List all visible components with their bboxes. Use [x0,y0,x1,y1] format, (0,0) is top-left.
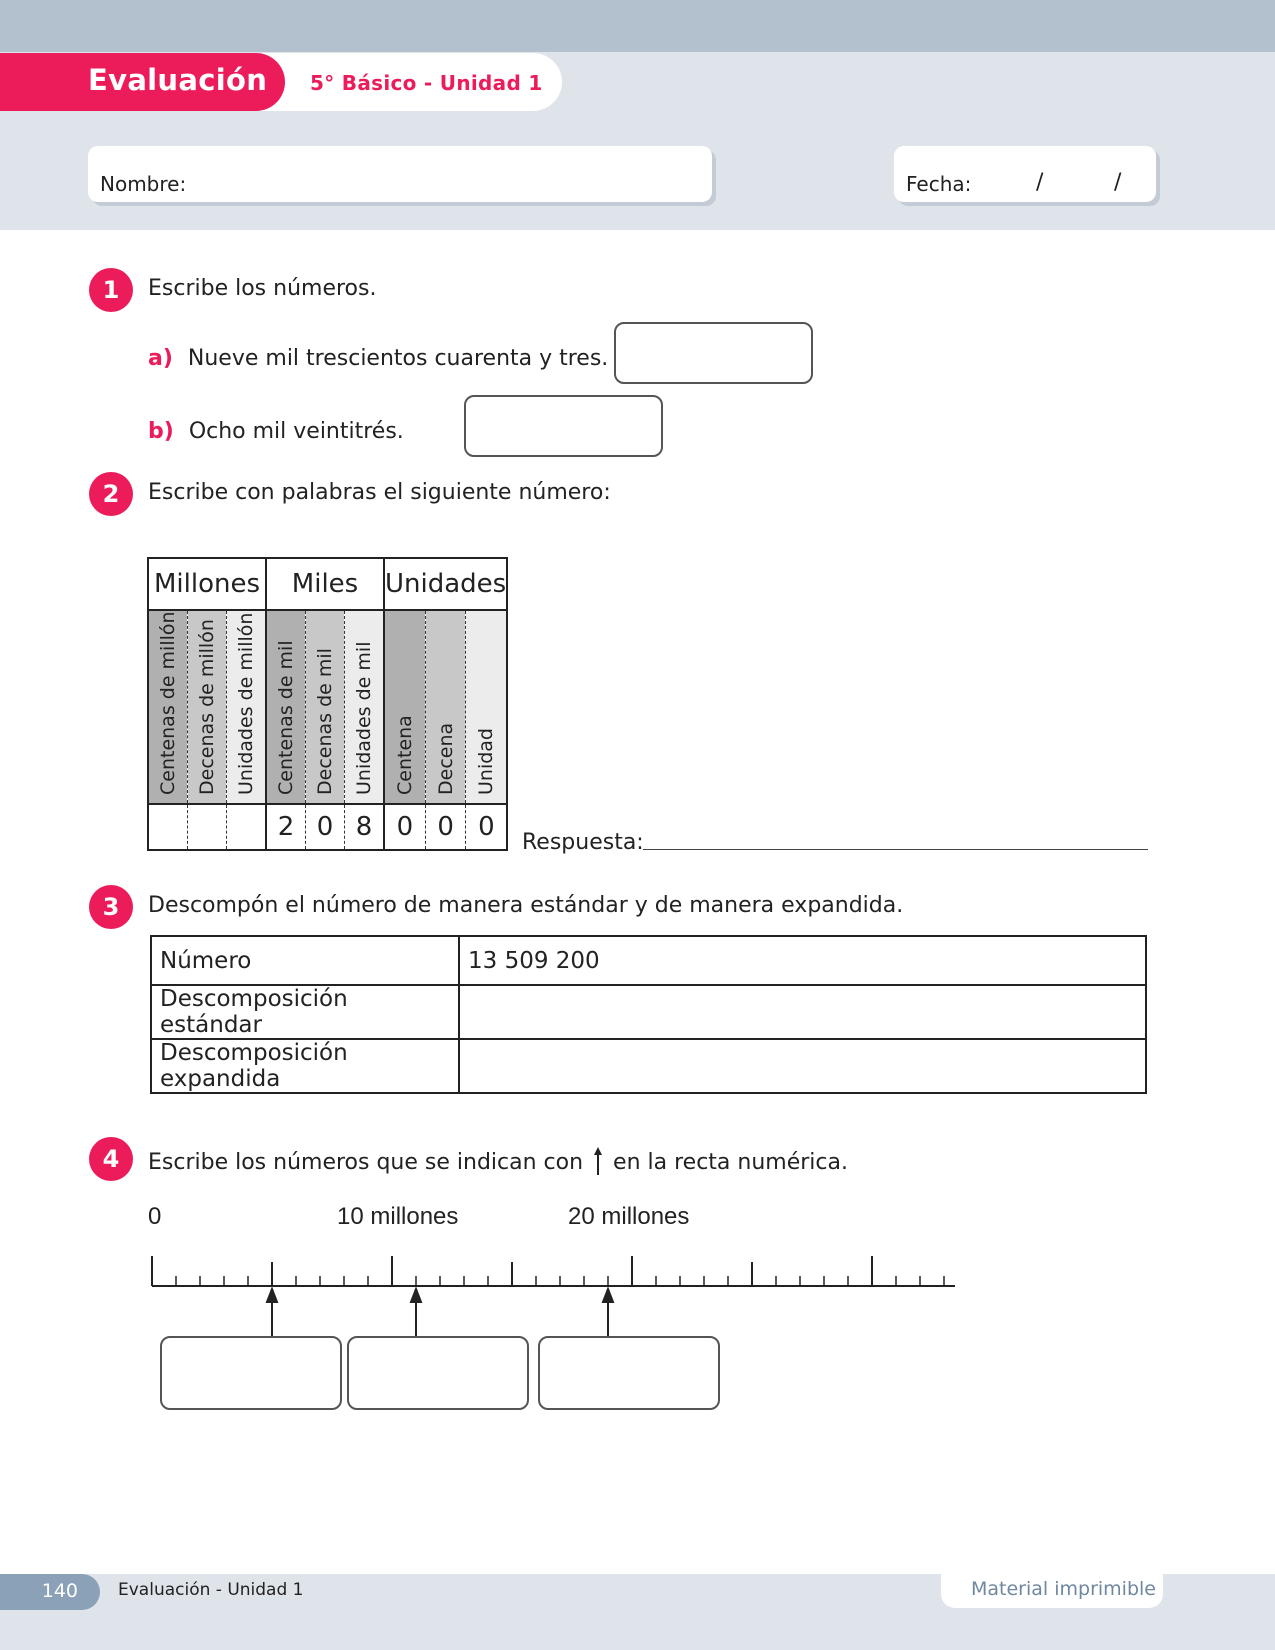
column-header: Decena [425,610,466,804]
item-label: b) [148,419,174,444]
question-1b [148,419,404,444]
item-text: Ocho mil veintitrés. [188,419,404,444]
digit-cell [148,804,188,850]
number-line-answer-box-1[interactable] [160,1336,342,1410]
question-3-prompt: Descompón el número de manera estándar y de manera expandida. [148,893,904,918]
arrow-up-icon [592,1147,604,1175]
table-row [151,936,1146,985]
prompt-text: en la recta numérica. [613,1150,848,1175]
question-4-prompt [148,1147,848,1175]
number-line-label-10m: 10 millones [337,1203,459,1230]
digit-cell: 2 [266,804,306,850]
column-header: Centena [384,610,425,804]
number-line-answer-box-2[interactable] [347,1336,529,1410]
item-label: a) [148,346,173,371]
answer-box-1a[interactable] [614,322,813,384]
number-line-label-0: 0 [148,1203,162,1230]
question-1-prompt: Escribe los números. [148,276,377,301]
question-number-4: 4 [89,1137,133,1181]
question-number-1: 1 [89,268,133,312]
row-label: Descomposición estándar [151,985,459,1039]
digit-cell: 0 [306,804,345,850]
date-separator: / [1036,170,1044,195]
number-value: 13 509 200 [459,936,1146,985]
column-header: Centenas de millón [148,610,188,804]
page-title: Evaluación [88,63,268,97]
top-bar [0,0,1275,52]
number-line-label-20m: 20 millones [568,1203,690,1230]
table-row [151,1039,1146,1093]
answer-line[interactable] [643,848,1148,850]
row-label: Número [151,936,459,985]
place-value-table [147,557,508,851]
question-number-3: 3 [89,885,133,929]
page-subtitle: 5° Básico - Unidad 1 [310,71,543,95]
answer-box-1b[interactable] [464,395,663,457]
name-label: Nombre: [100,172,187,196]
column-header: Decenas de mil [306,610,345,804]
table-row [151,985,1146,1039]
digit-cell: 0 [466,804,507,850]
expanded-decomposition-input[interactable] [459,1039,1146,1093]
digit-cell: 8 [345,804,385,850]
name-field[interactable] [88,146,712,202]
column-header: Unidades de millón [227,610,267,804]
subtitle-tab [250,53,562,111]
standard-decomposition-input[interactable] [459,985,1146,1039]
material-tab [941,1572,1163,1608]
digit-cell: 0 [384,804,425,850]
title-tab [0,53,285,111]
group-header-millones: Millones [148,558,266,610]
digit-cell [227,804,267,850]
material-label: Material imprimible [971,1578,1156,1600]
date-label: Fecha: [906,172,972,196]
number-line-answer-box-3[interactable] [538,1336,720,1410]
row-label: Descomposición expandida [151,1039,459,1093]
decomposition-table [150,935,1147,1094]
column-header: Centenas de mil [266,610,306,804]
question-1a [148,346,608,371]
page-number-tab [0,1574,100,1610]
item-text: Nueve mil trescientos cuarenta y tres. [187,346,609,371]
digit-cell: 0 [425,804,466,850]
footer-section: Evaluación - Unidad 1 [118,1580,304,1600]
prompt-text: Escribe los números que se indican con [148,1150,584,1175]
page-number: 140 [41,1580,78,1602]
group-header-miles: Miles [266,558,384,610]
column-header: Unidad [466,610,507,804]
date-field[interactable] [894,146,1156,202]
column-header: Unidades de mil [345,610,385,804]
digit-cell [188,804,227,850]
group-header-unidades: Unidades [384,558,507,610]
date-separator: / [1114,170,1122,195]
question-number-2: 2 [89,472,133,516]
column-header: Decenas de millón [188,610,227,804]
answer-label: Respuesta: [522,830,644,855]
question-2-prompt: Escribe con palabras el siguiente número: [148,480,611,505]
